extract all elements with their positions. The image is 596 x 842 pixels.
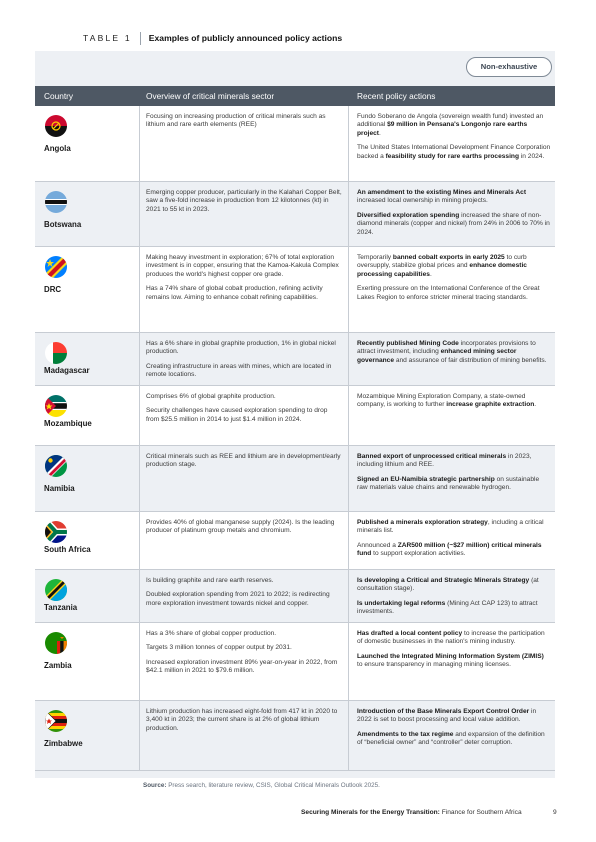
action-paragraph: Introduction of the Base Minerals Export Control Order in 2022 is set to boost processing and local value addition. bbox=[357, 708, 537, 724]
overview-paragraph: Is building graphite and rare earth reserves. bbox=[146, 577, 274, 584]
action-paragraph: Mozambique Mining Exploration Company, a state-owned company, is working to further increase graphite extraction. bbox=[357, 393, 537, 409]
table-body bbox=[35, 106, 555, 771]
flag-tanzania-icon bbox=[45, 579, 67, 601]
policy-actions-cell bbox=[357, 340, 551, 371]
column-header-actions: Recent policy actions bbox=[357, 91, 436, 101]
overview-paragraph: Making heavy investment in exploration; 67% of total exploration investment is in copper, ensuring that the Kamoa-Kakula Complex produces the world's highest copper ore grade. bbox=[146, 254, 339, 278]
column-divider bbox=[348, 570, 349, 622]
action-paragraph: Has drafted a local content policy to increase the participation of domestic businesses in the nation's mining industry. bbox=[357, 630, 545, 646]
overview-paragraph: Has a 3% share of global copper production. bbox=[146, 630, 277, 637]
overview-paragraph: Creating infrastructure in areas with mines, which are located in remote locations. bbox=[146, 362, 332, 379]
overview-paragraph: Targets 3 million tonnes of copper output by 2031. bbox=[146, 644, 292, 652]
table-row bbox=[35, 247, 555, 333]
flag-south-africa-icon bbox=[45, 521, 67, 543]
country-name: Madagascar bbox=[44, 366, 90, 375]
policy-actions-cell bbox=[357, 577, 551, 623]
column-divider bbox=[139, 386, 140, 445]
overview-cell bbox=[146, 113, 342, 136]
table-row bbox=[35, 701, 555, 771]
overview-paragraph: Provides 40% of global manganese supply (2024). Is the leading producer of platinum group metals and chromium. bbox=[146, 519, 335, 535]
flag-namibia-icon bbox=[45, 455, 67, 477]
action-paragraph: Launched the Integrated Mining Information System (ZIMIS) to ensure transparency in managing mining licenses. bbox=[357, 652, 544, 669]
country-name: DRC bbox=[44, 285, 62, 294]
overview-cell bbox=[146, 708, 342, 739]
column-divider bbox=[348, 386, 349, 445]
table-row bbox=[35, 106, 555, 182]
country-name: Mozambique bbox=[44, 419, 92, 428]
overview-paragraph: Critical minerals such as REE and lithium are in development/early production stage. bbox=[146, 453, 341, 469]
column-divider bbox=[348, 512, 349, 569]
column-divider bbox=[348, 247, 349, 332]
flag-zambia-icon bbox=[45, 632, 67, 654]
overview-paragraph: Focusing on increasing production of critical minerals such as lithium and rare earth elements (REE) bbox=[146, 113, 326, 129]
policy-actions-cell bbox=[357, 113, 551, 167]
country-name: Angola bbox=[44, 144, 71, 153]
table-row bbox=[35, 623, 555, 701]
action-paragraph: Published a minerals exploration strategy, including a critical minerals list. bbox=[357, 519, 544, 535]
action-paragraph: Signed an EU-Namibia strategic partnership on sustainable raw materials value chains and renewable hydrogen. bbox=[357, 475, 540, 492]
overview-cell bbox=[146, 630, 342, 682]
page-footer: Securing Minerals for the Energy Transition: Finance for Southern Africa bbox=[301, 809, 522, 816]
action-paragraph: Banned export of unprocessed critical minerals in 2023, including lithium and REE. bbox=[357, 453, 532, 469]
column-divider bbox=[139, 701, 140, 770]
table-row bbox=[35, 182, 555, 247]
column-divider bbox=[348, 106, 349, 181]
policy-actions-cell bbox=[357, 519, 551, 565]
country-name: Namibia bbox=[44, 484, 75, 493]
flag-zimbabwe-icon bbox=[45, 710, 67, 732]
column-divider bbox=[348, 623, 349, 700]
table-column-headers bbox=[35, 86, 555, 106]
action-paragraph: Diversified exploration spending increased the share of non-diamond minerals (copper and nickel) from 24% in 2006 to 70% in 2024. bbox=[357, 211, 550, 236]
overview-cell bbox=[146, 340, 342, 386]
action-paragraph: Recently published Mining Code incorporates provisions to attract investment, including enhanced mining sector governance and assurance of fair distribution of mining benefits. bbox=[357, 340, 547, 364]
policy-actions-cell bbox=[357, 453, 551, 499]
action-paragraph: Is undertaking legal reforms (Mining Act CAP 123) to attract investments. bbox=[357, 599, 538, 616]
overview-paragraph: Security challenges have caused exploration spending to drop from $25.5 million in 2014 to just $1.4 million in 2024. bbox=[146, 407, 328, 423]
overview-cell bbox=[146, 453, 342, 476]
column-divider bbox=[348, 701, 349, 770]
column-header-country: Country bbox=[44, 91, 74, 101]
column-header-overview: Overview of critical minerals sector bbox=[146, 91, 275, 101]
column-divider bbox=[348, 182, 349, 246]
overview-paragraph: Comprises 6% of global graphite production. bbox=[146, 393, 276, 400]
overview-paragraph: Lithium production has increased eight-fold from 417 kt in 2020 to 3,400 kt in 2023; the current share is at 2% of global lithium production. bbox=[146, 708, 338, 732]
flag-drc-icon bbox=[45, 256, 67, 278]
table-row bbox=[35, 570, 555, 623]
column-divider bbox=[139, 570, 140, 622]
overview-cell bbox=[146, 254, 342, 308]
table-header bbox=[83, 31, 342, 45]
country-name: Botswana bbox=[44, 220, 82, 229]
source-note: Source: Press search, literature review, CSIS, Global Critical Minerals Outlook 2025. bbox=[143, 782, 380, 789]
country-name: Zimbabwe bbox=[44, 739, 83, 748]
flag-mozambique-icon bbox=[45, 395, 67, 417]
policy-actions-cell bbox=[357, 254, 551, 308]
action-paragraph: Announced a ZAR500 million (~$27 million) critical minerals fund to support exploration activities. bbox=[357, 541, 542, 558]
action-paragraph: An amendment to the existing Mines and Minerals Act increased local ownership in mining projects. bbox=[357, 189, 527, 205]
action-paragraph: Temporarily banned cobalt exports in early 2025 to curb oversupply, stabilize global prices and enhance domestic processing capabilities. bbox=[357, 254, 527, 278]
column-divider bbox=[348, 446, 349, 511]
table-row bbox=[35, 386, 555, 446]
table-number: TABLE 1 bbox=[83, 32, 141, 45]
column-divider bbox=[139, 333, 140, 385]
flag-angola-icon bbox=[45, 115, 67, 137]
table-row bbox=[35, 512, 555, 570]
action-paragraph: The United States International Development Finance Corporation backed a feasibility study for rare earths processing in 2024. bbox=[357, 144, 551, 160]
action-paragraph: Fundo Soberano de Angola (sovereign wealth fund) invested an additional $9 million in Pensana's Longonjo rare earths project. bbox=[357, 113, 544, 137]
overview-paragraph: Has a 74% share of global cobalt production, refining activity remains low. Aiming to enhance cobalt refining capabilities. bbox=[146, 285, 323, 301]
column-divider bbox=[348, 333, 349, 385]
action-paragraph: Exerting pressure on the International Conference of the Great Lakes Region to enforce stricter mineral tracing standards. bbox=[357, 285, 540, 301]
policy-actions-cell bbox=[357, 393, 551, 416]
policy-actions-cell bbox=[357, 630, 551, 676]
policy-actions-cell bbox=[357, 189, 551, 243]
action-paragraph: Is developing a Critical and Strategic Minerals Strategy (at consultation stage). bbox=[357, 577, 539, 593]
table-row bbox=[35, 446, 555, 512]
country-name: South Africa bbox=[44, 545, 91, 554]
policy-actions-cell bbox=[357, 708, 551, 754]
flag-madagascar-icon bbox=[45, 342, 67, 364]
non-exhaustive-badge: Non-exhaustive bbox=[466, 57, 552, 77]
column-divider bbox=[139, 247, 140, 332]
table-title: Examples of publicly announced policy actions bbox=[148, 33, 343, 43]
overview-cell bbox=[146, 393, 342, 430]
overview-paragraph: Doubled exploration spending from 2021 to 2022; is redirecting more exploration investment towards nickel and copper. bbox=[146, 591, 330, 607]
overview-cell bbox=[146, 519, 342, 542]
overview-cell bbox=[146, 189, 342, 220]
country-name: Zambia bbox=[44, 661, 72, 670]
column-divider bbox=[139, 106, 140, 181]
column-divider bbox=[139, 623, 140, 700]
country-name: Tanzania bbox=[44, 603, 78, 612]
page-number: 9 bbox=[553, 809, 557, 816]
column-divider bbox=[139, 182, 140, 246]
overview-paragraph: Increased exploration investment 89% year-on-year in 2022, from $42.1 million in 2021 to $79.6 million. bbox=[146, 658, 338, 675]
column-divider bbox=[139, 446, 140, 511]
flag-botswana-icon bbox=[45, 191, 67, 213]
overview-paragraph: Has a 6% share in global graphite production, 1% in global nickel production. bbox=[146, 340, 336, 356]
action-paragraph: Amendments to the tax regime and expansion of the definition of “beneficial owner” and “controller” deter corruption. bbox=[357, 730, 545, 747]
overview-paragraph: Emerging copper producer, particularly in the Kalahari Copper Belt, saw a five-fold increase in production from 12 kilotonnes (kt) in 2021 to 55 kt in 2023. bbox=[146, 189, 342, 213]
table-row bbox=[35, 333, 555, 386]
column-divider bbox=[139, 512, 140, 569]
overview-cell bbox=[146, 577, 342, 614]
